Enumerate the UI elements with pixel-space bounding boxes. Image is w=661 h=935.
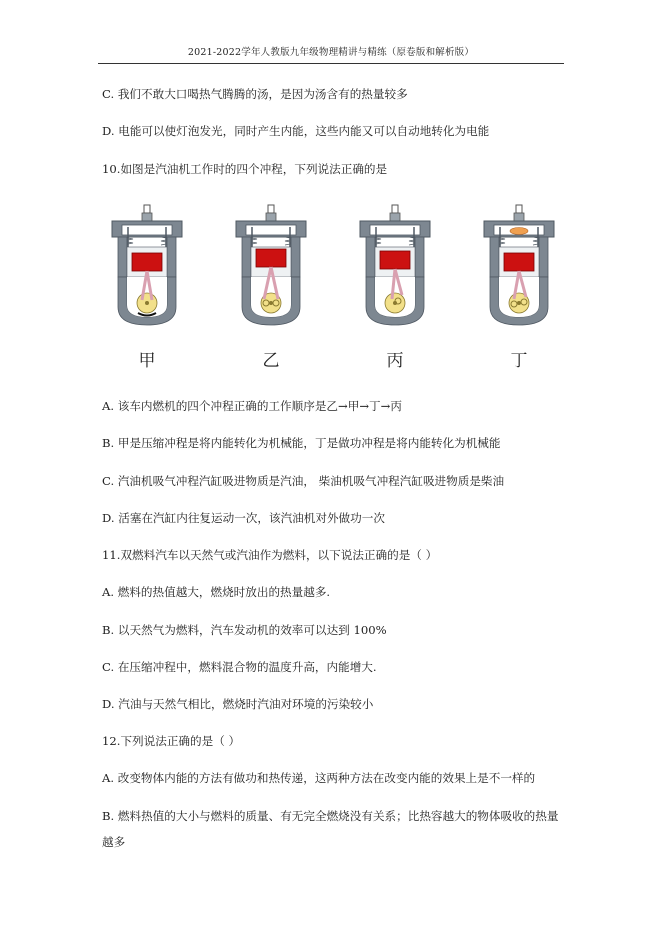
q12-option-b-continued: 越多 xyxy=(102,835,126,849)
engine-yi xyxy=(236,205,306,325)
q10-option-d: D. 活塞在汽缸内往复运动一次，该汽油机对外做功一次 xyxy=(102,511,385,525)
q12-option-a: A. 改变物体内能的方法有做功和热传递，这两种方法在改变内能的效果上是不一样的 xyxy=(102,771,536,785)
q11-stem: 11.双燃料汽车以天然气或汽油作为燃料，以下说法正确的是（ ） xyxy=(102,548,438,562)
label-yi: 乙 xyxy=(262,351,280,371)
q10-stem: 10.如图是汽油机工作时的四个冲程，下列说法正确的是 xyxy=(102,162,388,176)
q10-option-b: B. 甲是压缩冲程是将内能转化为机械能，丁是做功冲程是将内能转化为机械能 xyxy=(102,436,501,450)
q12-stem: 12.下列说法正确的是（ ） xyxy=(102,734,241,748)
q11-option-d: D. 汽油与天然气相比，燃烧时汽油对环境的污染较小 xyxy=(102,697,374,711)
engine-strokes-figure xyxy=(104,203,566,375)
q11-option-c: C. 在压缩冲程中，燃料混合物的温度升高，内能增大. xyxy=(102,660,377,674)
q9-option-c: C. 我们不敢大口喝热气腾腾的汤，是因为汤含有的热量较多 xyxy=(102,87,408,101)
page-header: 2021-2022学年人教版九年级物理精讲与精练（原卷版和解析版） xyxy=(187,47,475,58)
q11-option-a: A. 燃料的热值越大，燃烧时放出的热量越多. xyxy=(102,585,331,599)
q10-option-c: C. 汽油机吸气冲程汽缸吸进物质是汽油， 柴油机吸气冲程汽缸吸进物质是柴油 xyxy=(102,474,505,488)
label-ding: 丁 xyxy=(510,351,528,371)
q10-option-a: A. 该车内燃机的四个冲程正确的工作顺序是乙→甲→丁→丙 xyxy=(102,399,402,413)
engine-jia xyxy=(112,205,182,325)
engine-ding xyxy=(484,205,554,325)
q9-option-d: D. 电能可以使灯泡发光，同时产生内能，这些内能又可以自动地转化为电能 xyxy=(102,124,490,138)
label-bing: 丙 xyxy=(386,351,404,371)
q12-option-b: B. 燃料热值的大小与燃料的质量、有无完全燃烧没有关系；比热容越大的物体吸收的热量 xyxy=(102,809,559,823)
engine-bing xyxy=(360,205,430,325)
header-divider xyxy=(98,63,564,64)
q11-option-b: B. 以天然气为燃料，汽车发动机的效率可以达到 100% xyxy=(102,623,387,637)
label-jia: 甲 xyxy=(138,351,156,371)
